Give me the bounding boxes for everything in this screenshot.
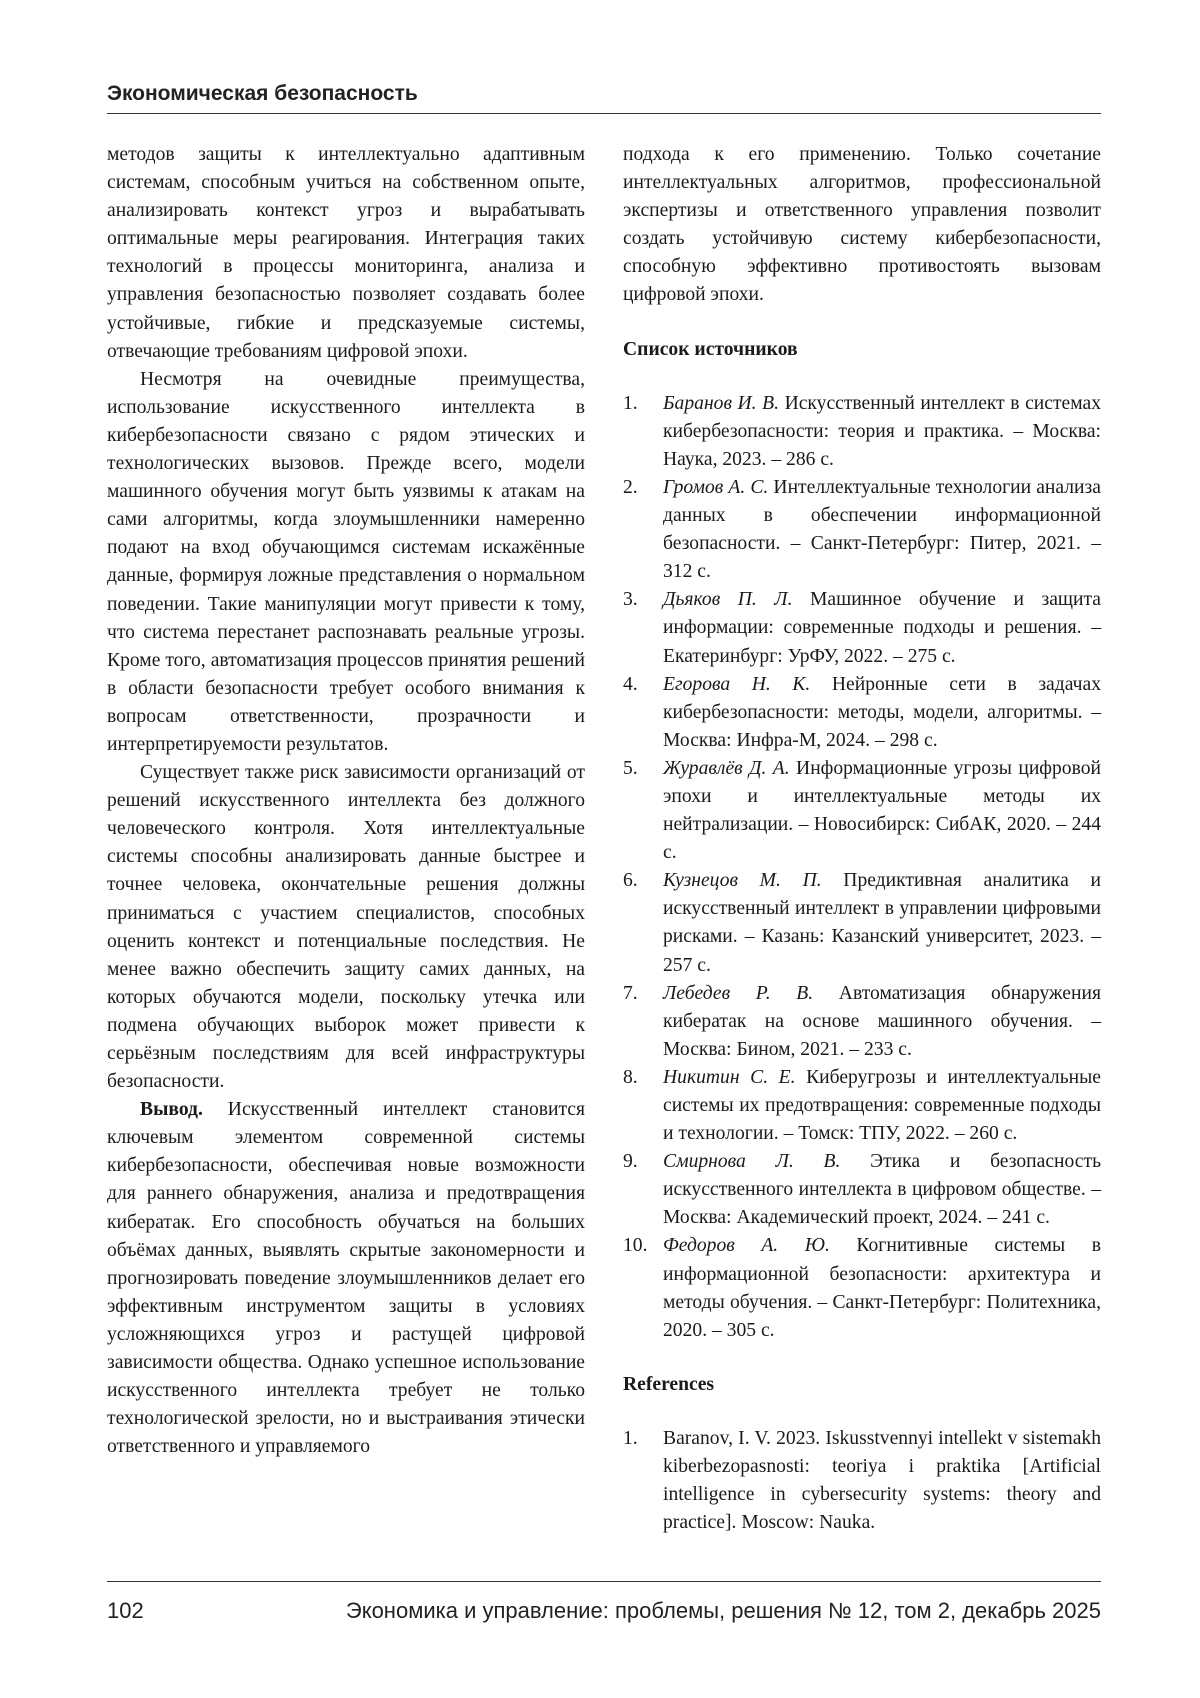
left-paragraph-2: Несмотря на очевидные преимущества, использование искусственного интеллекта в кибербезопасности связано с рядом этических и технологических вызовов. Прежде всего, модели машинного обучения могут быть уязвимы к атакам на сами алгоритмы, когда злоумышленники намеренно подают на вход обучающимся системам искажённые данные, формируя ложные представления о нормальном поведении. Такие манипуляции могут привести к тому, что система перестанет распознавать реальные угрозы. Кроме того, автоматизация процессов принятия решений в области безопасности требует особого внимания к вопросам ответственности, прозрачности и интерпретируемости результатов.	[107, 368, 585, 755]
source-item: 7. Лебедев Р. В. Автоматизация обнаружения кибератак на основе машинного обучения. – Москва: Бином, 2021. – 233 с.	[623, 982, 1101, 1060]
references-title: References	[623, 1373, 715, 1395]
conclusion-paragraph	[107, 1096, 585, 1461]
conclusion-label: Вывод.	[140, 1099, 203, 1121]
page-number: 102	[107, 1598, 144, 1623]
source-item: 6. Кузнецов М. П. Предиктивная аналитика и искусственный интеллект в управлении цифровыми рисками. – Казань: Казанский университет, 2023. – 257 с.	[623, 870, 1101, 976]
right-paragraph-1: подхода к его применению. Только сочетание интеллектуальных алгоритмов, профессиональной экспертизы и ответственного управления позволит создать устойчивую систему кибербезопасности, способную эффективно противостоять вызовам цифровой эпохи.	[623, 144, 1101, 306]
left-paragraph-1: методов защиты к интеллектуально адаптивным системам, способным учиться на собственном опыте, анализировать контекст угроз и вырабатывать оптимальные меры реагирования. Интеграция таких технологий в процессы мониторинга, анализа и управления безопасностью позволяет создавать более устойчивые, гибкие и предсказуемые системы, отвечающие требованиям цифровой эпохи.	[107, 144, 585, 362]
journal-title: Экономика и управление: проблемы, решения № 12, том 2, декабрь 2025	[345, 1598, 1101, 1623]
source-item: 4. Егорова Н. К. Нейронные сети в задачах кибербезопасности: методы, модели, алгоритмы. – Москва: Инфра-М, 2024. – 298 с.	[623, 673, 1101, 751]
sources-list	[623, 390, 1101, 1345]
header-rule	[107, 113, 1101, 114]
source-item: 5. Журавлёв Д. А. Информационные угрозы цифровой эпохи и интеллектуальные методы их нейтрализации. – Новосибирск: СибАК, 2020. – 244 с.	[623, 757, 1101, 864]
references-list	[623, 1425, 1101, 1537]
source-item: 8. Никитин С. Е. Киберугрозы и интеллектуальные системы их предотвращения: современные подходы и технологии. – Томск: ТПУ, 2022. – 260 с.	[623, 1066, 1101, 1145]
source-item: 1. Баранов И. В. Искусственный интеллект в системах кибербезопасности: теория и практика. – Москва: Наука, 2023. – 286 с.	[623, 392, 1101, 470]
source-item: 2. Громов А. С. Интеллектуальные технологии анализа данных в обеспечении информационной безопасности. – Санкт-Петербург: Питер, 2021. – 312 с.	[623, 476, 1101, 583]
sources-title: Список источников	[623, 338, 798, 360]
source-item: 10. Федоров А. Ю. Когнитивные системы в информационной безопасности: архитектура и методы обучения. – Санкт-Петербург: Политехника, 2020. – 305 с.	[623, 1235, 1101, 1341]
right-column	[623, 141, 1101, 1537]
source-item: 3. Дьяков П. Л. Машинное обучение и защита информации: современные подходы и решения. – Екатеринбург: УрФУ, 2022. – 275 с.	[623, 589, 1101, 667]
left-column	[107, 141, 585, 1461]
reference-item: 1. Baranov, I. V. 2023. Iskusstvennyi intellekt v sistemakh kiberbezopasnosti: teoriya i praktika [Artificial intelligence in cybersecurity systems: theory and practice]. Moscow: Nauka.	[623, 1427, 1101, 1534]
conclusion-text: Искусственный интеллект становится ключевым элементом современной системы кибербезопасности, обеспечивая новые возможности для раннего обнаружения, анализа и предотвращения кибератак. Его способность обучаться на больших объёмах данных, выявлять скрытые закономерности и прогнозировать поведение злоумышленников делает его эффективным инструментом защиты в условиях усложняющихся угроз и растущей цифровой зависимости общества. Однако успешное использование искусственного интеллекта требует не только технологической зрелости, но и выстраивания этически ответственного и управляемого	[107, 1099, 585, 1458]
running-header: Экономическая безопасность	[107, 82, 418, 105]
left-paragraph-3: Существует также риск зависимости организаций от решений искусственного интеллекта без должного человеческого контроля. Хотя интеллектуальные системы способны анализировать данные быстрее и точнее человека, окончательные решения должны приниматься с участием специалистов, способных оценить контекст и потенциальные последствия. Не менее важно обеспечить защиту самих данных, на которых обучаются модели, поскольку утечка или подмена обучающих выборок может привести к серьёзным последствиям для всей инфраструктуры безопасности.	[107, 762, 585, 1093]
footer-rule	[107, 1581, 1101, 1582]
source-item: 9. Смирнова Л. В. Этика и безопасность искусственного интеллекта в цифровом обществе. – Москва: Академический проект, 2024. – 241 с.	[623, 1151, 1102, 1229]
